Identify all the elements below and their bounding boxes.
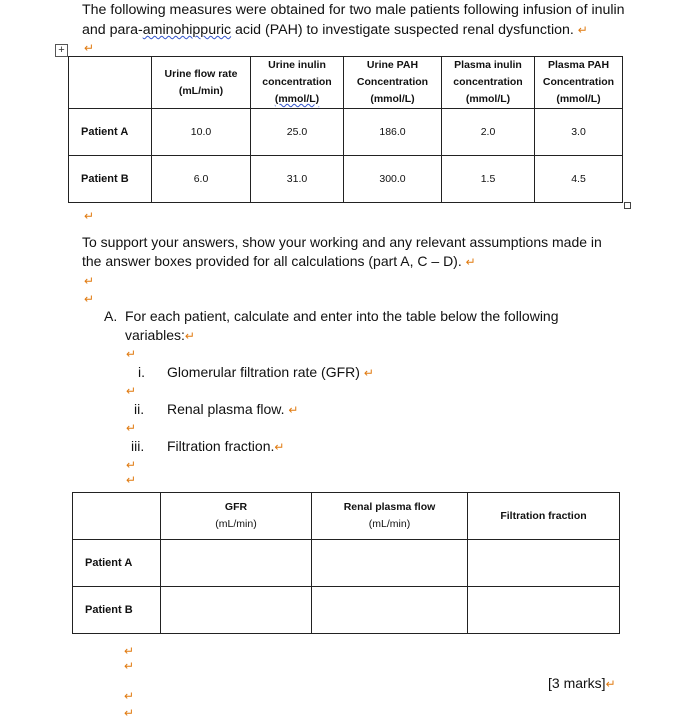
cell-value: 10.0 [152,109,251,156]
cell-value: 2.0 [442,109,535,156]
cell-value: 6.0 [152,156,251,203]
list-item-ff: Filtration fraction.↵ [167,438,285,454]
return-icon: ↵ [84,209,95,223]
part-a-letter: A. [104,308,118,324]
cell-value: 1.5 [442,156,535,203]
cell-value: 31.0 [251,156,344,203]
intro-line-1: The following measures were obtained for two male patients following infusion of inulin [82,2,625,18]
return-icon: ↵ [84,41,95,55]
answer-cell-gfr-b[interactable] [161,587,312,634]
row-label-patient-b: Patient B [73,587,161,634]
marks-label: [3 marks]↵ [548,675,616,691]
return-icon: ↵ [126,384,137,398]
return-icon: ↵ [126,458,137,472]
support-paragraph: To support your answers, show your working and any relevant assumptions made in the answer boxes provided for all calculations (part A, C – D). ↵ [82,234,602,269]
return-icon: ↵ [126,347,137,361]
list-item-rpf: Renal plasma flow. ↵ [167,401,299,417]
table-move-handle-icon[interactable]: + [55,44,68,57]
return-icon: ↵ [84,292,95,306]
return-icon: ↵ [84,274,95,288]
table-corner-cell [73,493,161,540]
table-resize-handle[interactable] [624,202,631,209]
spelling-flagged-term: aminohippuric [142,22,232,38]
list-item-gfr: Glomerular filtration rate (GFR) ↵ [167,364,374,380]
table-row [73,540,620,587]
intro-line-2a: and para- [82,22,143,38]
row-label-patient-b: Patient B [69,156,152,203]
cell-value: 186.0 [344,109,442,156]
header-plasma-pah: Plasma PAH Concentration (mmol/L) [535,57,623,109]
row-label-patient-a: Patient A [73,540,161,587]
answer-cell-ff-b[interactable] [468,587,620,634]
return-icon: ↵ [577,23,588,37]
header-gfr: GFR (mL/min) [161,493,312,540]
return-icon: ↵ [124,644,135,658]
cell-value: 3.0 [535,109,623,156]
answer-table [72,492,620,634]
answer-cell-gfr-a[interactable] [161,540,312,587]
return-icon: ↵ [126,473,137,487]
return-icon: ↵ [126,421,137,435]
header-renal-plasma-flow: Renal plasma flow (mL/min) [312,493,468,540]
answer-cell-ff-a[interactable] [468,540,620,587]
answer-cell-rpf-a[interactable] [312,540,468,587]
answer-cell-rpf-b[interactable] [312,587,468,634]
table-row [69,109,623,156]
list-num-i: i. [138,364,145,380]
table-corner-cell [69,57,152,109]
cell-value: 25.0 [251,109,344,156]
header-urine-inulin: Urine inulin concentration (mmol/L) [251,57,344,109]
table-row [73,587,620,634]
intro-text [82,0,642,40]
header-urine-flow-rate: Urine flow rate (mL/min) [152,57,251,109]
header-plasma-inulin: Plasma inulin concentration (mmol/L) [442,57,535,109]
cell-value: 4.5 [535,156,623,203]
cell-value: 300.0 [344,156,442,203]
measurements-table [68,56,623,203]
header-urine-pah: Urine PAH Concentration (mmol/L) [344,57,442,109]
list-num-iii: iii. [131,438,145,454]
table-row [69,156,623,203]
return-icon: ↵ [124,689,135,703]
return-icon: ↵ [124,706,135,720]
part-a-text: For each patient, calculate and enter into the table below the following variables:↵ [125,308,559,343]
row-label-patient-a: Patient A [69,109,152,156]
return-icon: ↵ [124,659,135,673]
intro-line-2b: acid (PAH) to investigate suspected renal dysfunction. [231,22,574,38]
list-num-ii: ii. [134,401,145,417]
header-filtration-fraction: Filtration fraction [468,493,620,540]
